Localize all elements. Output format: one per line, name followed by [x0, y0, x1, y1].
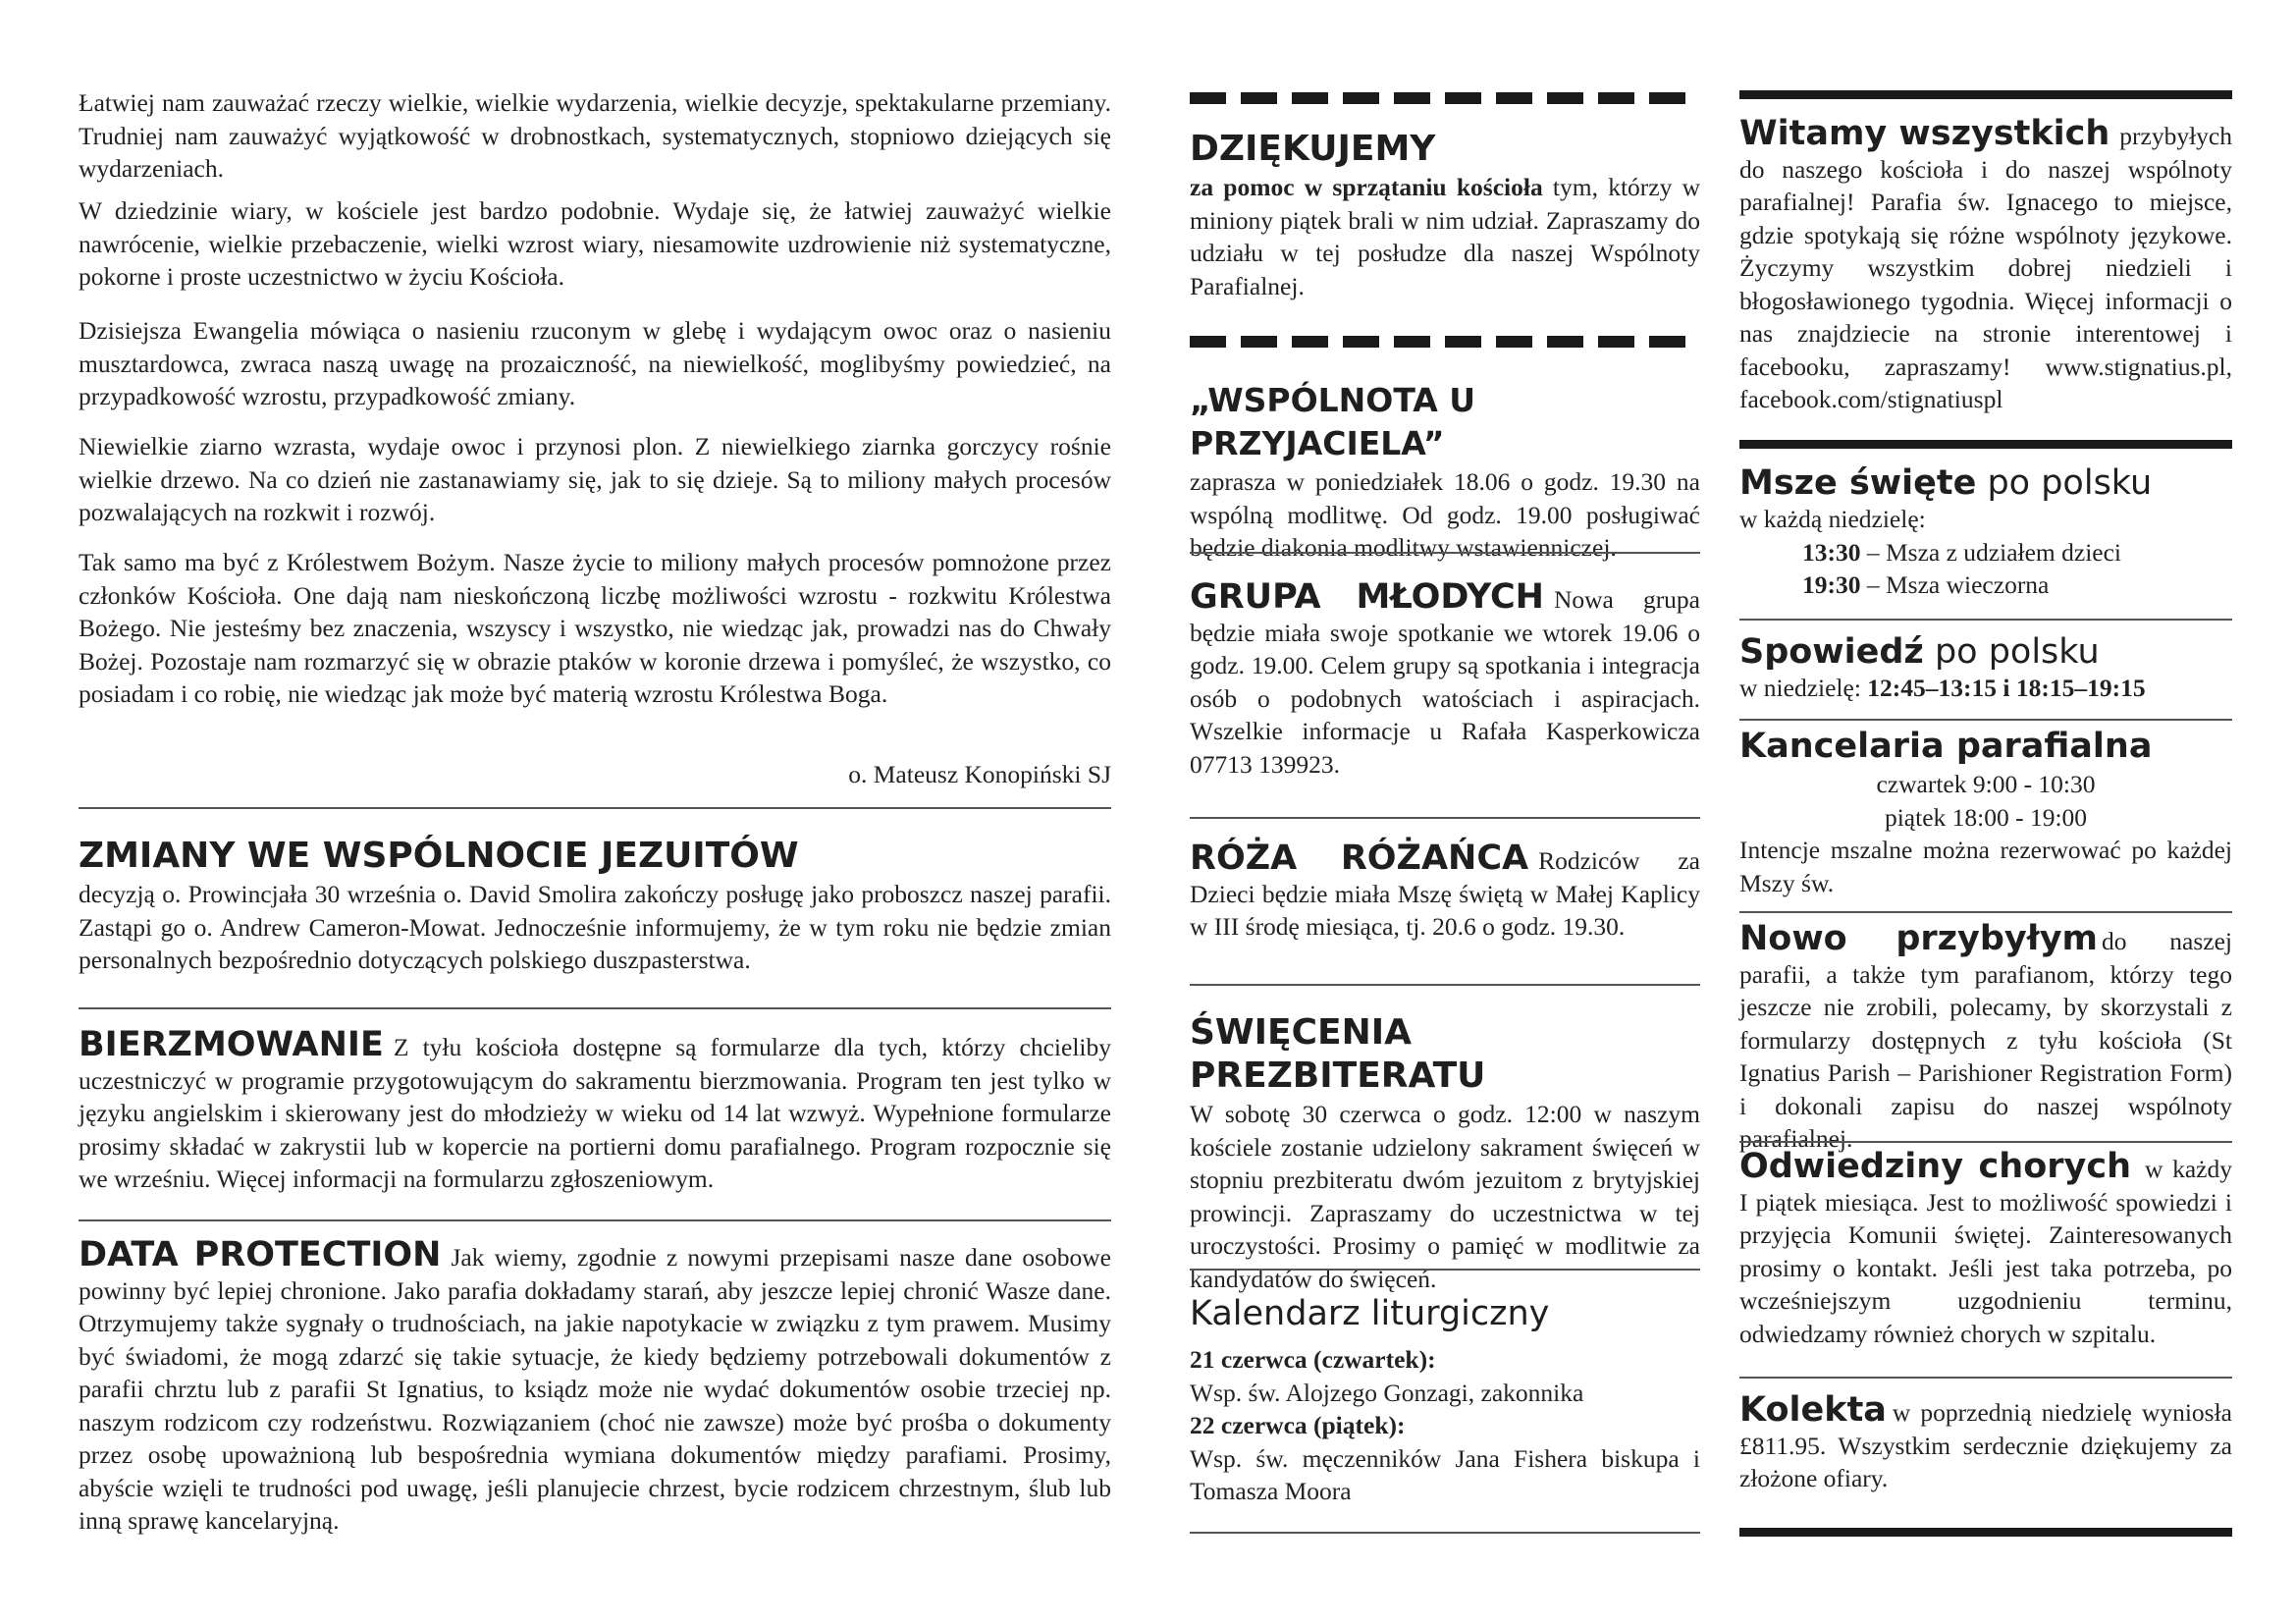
kalendarz-date: 22 czerwca (piątek):	[1190, 1411, 1406, 1439]
divider	[1739, 619, 2232, 621]
spowiedz-title: Spowiedź po polsku	[1739, 632, 2100, 672]
thick-divider	[1739, 440, 2232, 449]
intro-paragraph: Dzisiejsza Ewangelia mówiąca o nasieniu rzuconym w glebę i wydającym owoc oraz o nasieniu musztardowca, zwraca naszą uwagę na prozaiczność, na niewielkość, moglibyśmy powiedzieć, na przypadkowość wzrostu, przypadkowość zmiany.	[79, 316, 1111, 410]
divider	[1190, 1532, 1700, 1534]
kancelaria-section	[1739, 725, 2232, 899]
divider	[79, 1219, 1111, 1221]
msze-title: Msze święte po polsku	[1739, 463, 2153, 503]
zmiany-text: decyzją o. Prowincjała 30 września o. David Smolira zakończy posługę jako proboszcz naszej parafii. Zastąpi go o. Andrew Cameron-Mowat. Jednocześnie informujemy, że w tym roku nie będzie zmian personalnych bezpośrednio dotyczących polskiego duszpasterstwa.	[79, 880, 1111, 974]
kalendarz-title: Kalendarz liturgiczny	[1190, 1294, 1550, 1333]
divider	[1739, 719, 2232, 721]
swiecenia-title: ŚWIĘCENIA PREZBITERATU	[1190, 1012, 1486, 1096]
bierzmowanie-text: Z tyłu kościoła dostępne są formularze dla tych, którzy chcieliby uczestniczyć w programie przygotowującym do sakramentu bierzmowania. Program ten jest tylko w języku angielskim i skierowany jest do młodzieży w wieku od 14 lat wzwyż. Wypełnione formularze prosimy składać w zakrystii lub w kopercie na portierni domu parafialnego. Program rozpocznie się we wrześniu. Więcej informacji na formularzu zgłoszeniowym.	[79, 1033, 1111, 1193]
dashed-divider	[1190, 92, 1700, 104]
intro-paragraph: Łatwiej nam zauważać rzeczy wielkie, wielkie wydarzenia, wielkie decyzje, spektakularne przemiany. Trudniej nam zauważyć wyjątkowość w drobnostkach, systematycznych, stopniowo dziejących się wydarzeniach.	[79, 88, 1111, 183]
wspolnota-title: „WSPÓLNOTA U PRZYJACIELA”	[1190, 381, 1476, 462]
dziekujemy-section	[1190, 128, 1700, 302]
msze-entry: 13:30 – Msza z udziałem dzieci	[1802, 537, 2122, 567]
nowo-text: do naszej parafii, a także tym parafianom, którzy tego jeszcze nie zrobili, polecamy, by skorzystali z formularzy dostępnych z tyłu kościoła (St Ignatius Parish – Parishioner Registration Form) i dokonali zapisu do naszej wspólnoty parafialnej.	[1739, 927, 2233, 1153]
wspolnota-section	[1190, 379, 1700, 565]
data-protection-title: DATA PROTECTION	[79, 1235, 442, 1274]
divider	[1190, 984, 1700, 986]
bierzmowanie-title: BIERZMOWANIE	[79, 1025, 384, 1064]
divider	[1739, 911, 2232, 913]
thick-divider	[1739, 90, 2232, 99]
kolekta-title: Kolekta	[1739, 1390, 1887, 1430]
spowiedz-section	[1739, 632, 2232, 705]
odwiedziny-section	[1739, 1147, 2232, 1350]
spowiedz-hours: w niedzielę: 12:45–13:15 i 18:15–19:15	[1739, 674, 2146, 702]
divider	[79, 1007, 1111, 1009]
divider	[1739, 1141, 2232, 1143]
nowo-title: Nowo przybyłym	[1739, 919, 2098, 958]
divider	[1739, 1377, 2232, 1379]
kalendarz-section	[1190, 1294, 1700, 1508]
kolekta-text: w poprzednią niedzielę wyniosła £811.95. Wszystkim serdecznie dziękujemy za złożone ofiary.	[1739, 1398, 2232, 1492]
grupa-title: GRUPA MŁODYCH	[1190, 577, 1544, 617]
dashed-divider	[1190, 336, 1700, 348]
zmiany-title: ZMIANY WE WSPÓLNOCIE JEZUITÓW	[79, 836, 799, 876]
thick-divider	[1739, 1528, 2232, 1537]
kolekta-section	[1739, 1390, 2232, 1495]
author-signature: o. Mateusz Konopiński SJ	[848, 760, 1111, 788]
kancelaria-hours: piątek 18:00 - 19:00	[1884, 802, 2088, 832]
odwiedziny-text: w każdy I piątek miesiąca. Jest to możliwość spowiedzi i przyjęcia Komunii świętej. Zainteresowanych prosimy o kontakt. Jeśli jest taka potrzeba, po wcześniejszym uzgodnieniu terminu, odwiedzamy również chorych w szpitalu.	[1739, 1155, 2232, 1348]
witamy-title: Witamy wszystkich	[1739, 114, 2110, 153]
roza-section	[1190, 839, 1700, 944]
swiecenia-text: W sobotę 30 czerwca o godz. 12:00 w naszym kościele zostanie udzielony sakrament święceń w stopniu prezbiteratu dwóm jezuitom z brytyjskiej prowincji. Zapraszamy do uczestnictwa w tej uroczystości. Prosimy o pamięć w modlitwie za kandydatów do święceń.	[1190, 1100, 1700, 1293]
zmiany-section	[79, 835, 1111, 977]
witamy-section	[1739, 114, 2232, 416]
divider	[1190, 552, 1700, 554]
kancelaria-text: Intencje mszalne można rezerwować po każdej Mszy św.	[1739, 836, 2232, 897]
odwiedziny-title: Odwiedziny chorych	[1739, 1147, 2131, 1186]
roza-title: RÓŻA RÓŻAŃCA	[1190, 839, 1529, 878]
divider	[1190, 817, 1700, 819]
nowo-section	[1739, 919, 2233, 1156]
grupa-section	[1190, 577, 1700, 781]
kalendarz-entry: Wsp. św. Alojzego Gonzagi, zakonnika	[1190, 1378, 1584, 1407]
msze-subtitle: w każdą niedzielę:	[1739, 505, 1926, 533]
data-protection-section	[79, 1235, 1111, 1538]
msze-entry: 19:30 – Msza wieczorna	[1802, 570, 2050, 599]
roza-text: Rodziców za Dzieci będzie miała Mszę świętą w Małej Kaplicy w III środę miesiąca, tj. 20.6 o godz. 19.30.	[1190, 846, 1700, 941]
kancelaria-title: Kancelaria parafialna	[1739, 727, 2153, 766]
divider	[79, 807, 1111, 809]
intro-paragraph: W dziedzinie wiary, w kościele jest bardzo podobnie. Wydaje się, że łatwiej zauważyć wielkie nawrócenie, wielkie przebaczenie, wielki wzrost wiary, niesamowite uzdrowienie niż systematyczne, pokorne i proste uczestnictwo w życiu Kościoła.	[79, 196, 1111, 291]
swiecenia-section	[1190, 1011, 1700, 1295]
dziekujemy-title: DZIĘKUJEMY	[1190, 129, 1436, 169]
grupa-text: Nowa grupa będzie miała swoje spotkanie we wtorek 19.06 o godz. 19.00. Celem grupy są spotkania i integracja osób o podobnych watościach i aspiracjach. Wszelkie informacje u Rafała Kasperkowicza 07713 139923.	[1190, 585, 1700, 779]
kancelaria-hours: czwartek 9:00 - 10:30	[1876, 770, 2096, 798]
intro-paragraph: Tak samo ma być z Królestwem Bożym. Nasze życie to miliony małych procesów pomnożone przez członków Kościoła. One dają nam nieskończoną liczbę możliwości wzrostu - rozkwitu Królestwa Bożego. Nie jesteśmy bez znaczenia, wszyscy i wszystko, nie wiedząc jak, prowadzi nas do Chwały Bożej. Pozostaje nam rozmarzyć się w obrazie ptaków w koronie drzewa i pomyśleć, że wszystko, co posiadam i co robię, nie wiedząc jak może być materią wzrostu Królestwa Boga.	[79, 548, 1111, 708]
dziekujemy-text: za pomoc w sprzątaniu kościoła tym, którzy w miniony piątek brali w nim udział. Zapraszamy do udziału w tej posłudze dla naszej Wspólnoty Parafialnej.	[1190, 173, 1700, 300]
bierzmowanie-section	[79, 1025, 1111, 1196]
divider	[1190, 1269, 1700, 1271]
witamy-text: przybyłych do naszego kościoła i do naszej wspólnoty parafialnej! Parafia św. Ignacego to miejsce, gdzie spotykają się różne wspólnoty językowe. Życzymy wszystkim dobrej niedzieli i błogosławionego tygodnia. Więcej informacji o nas znajdziecie na stronie interentowej i facebooku, zapraszamy! www.stignatius.pl, facebook.com/stignatiuspl	[1739, 122, 2232, 413]
kalendarz-date: 21 czerwca (czwartek):	[1190, 1345, 1436, 1374]
wspolnota-text: zaprasza w poniedziałek 18.06 o godz. 19.30 na wspólną modlitwę. Od godz. 19.00 posługiwać będzie diakonia modlitwy wstawienniczej.	[1190, 467, 1700, 562]
data-protection-text: Jak wiemy, zgodnie z nowymi przepisami nasze dane osobowe powinny być lepiej chronione. Jako parafia dokładamy starań, aby jeszcze lepiej chronić Wasze dane. Otrzymujemy także sygnały o trudnościach, na jakie napotykacie w związku z tym prawem. Musimy być świadomi, że mogą zdarzć się takie sytuacje, że kiedy będziemy potrzebowali dokumentów z parafii chrztu lub z parafii St Ignatius, to ksiądz może nie wydać dokumentów osobie trzeciej np. naszym rodzicom czy rodzeństwu. Rozwiązaniem (choć nie zawsze) może być prośba o dokumenty przez osobę upoważnioną lub bespośrednia wymiana dokumentów między parafiami. Prosimy, abyście wzięli te trudności pod uwagę, jeśli planujecie chrzest, bycie rodzicem chrzestnym, ślub lub inną sprawę kancelaryjną.	[79, 1243, 1111, 1535]
kalendarz-entry: Wsp. św. męczenników Jana Fishera biskupa i Tomasza Moora	[1190, 1443, 1700, 1505]
msze-section	[1739, 463, 2232, 602]
intro-paragraph: Niewielkie ziarno wzrasta, wydaje owoc i przynosi plon. Z niewielkiego ziarnka gorczycy rośnie wielkie drzewo. Na co dzień nie zastanawiamy się, jak to się dzieje. Są to miliony małych procesów pozwalających na rozkwit i rozwój.	[79, 432, 1111, 526]
